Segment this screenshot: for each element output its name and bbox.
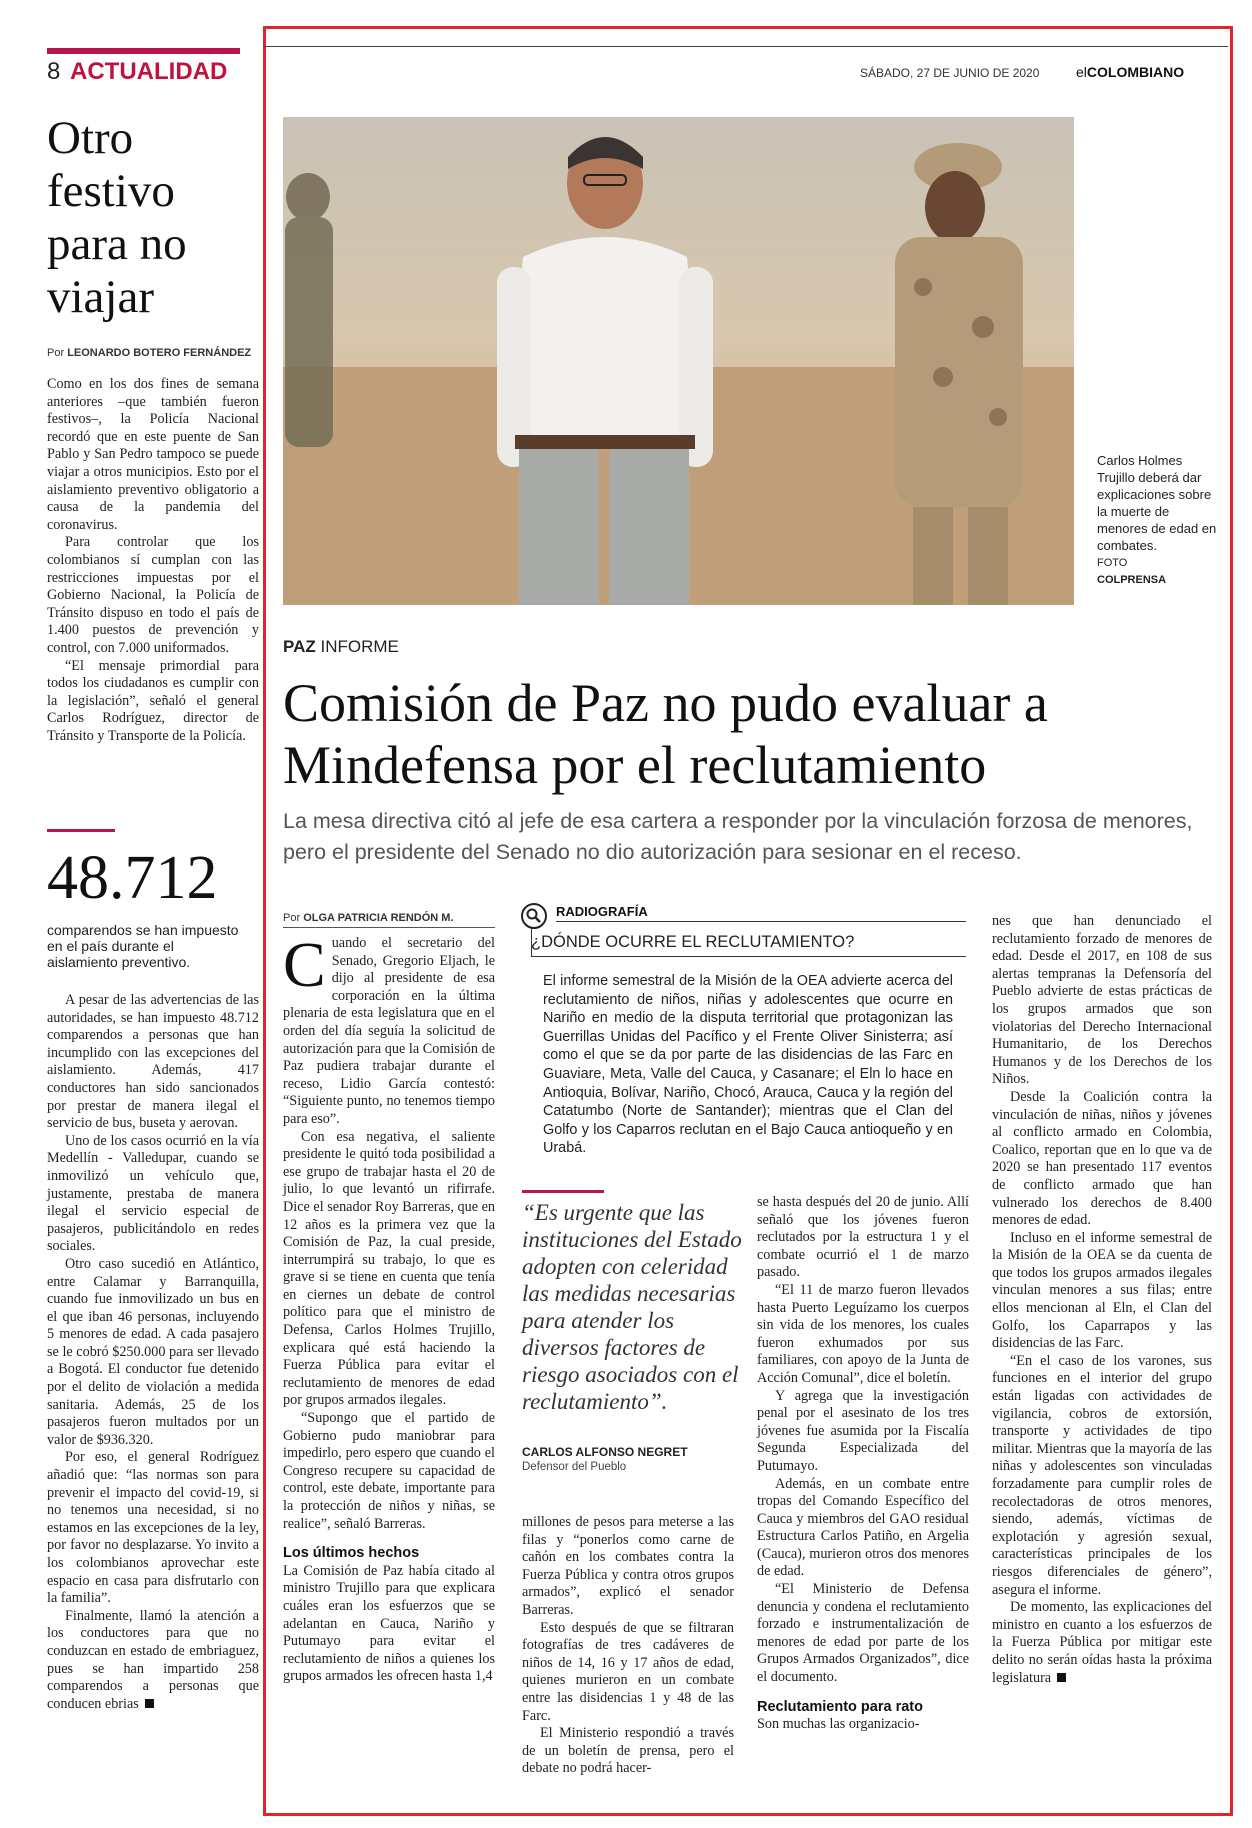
quote-role: Defensor del Pueblo — [522, 1461, 627, 1473]
paragraph: “El Ministerio de Defensa denuncia y condena el reclutamiento forzado e instrumentalización de menores de edad por parte de los Grupos Armados Organizados”, dice el documento. — [757, 1581, 969, 1686]
paragraph: nes que han denunciado el reclutamiento forzado de menores de edad. Desde el 2017, en 108 de sus alertas tempranas la Defensoría del Pueblo advierte de estas prácticas de los grupos armados que son violatorias del Derecho Internacional Humanitario, de los Derechos Humanos y de los Derechos de los Niños. — [992, 913, 1212, 1088]
photo-caption — [1097, 452, 1217, 589]
drop-cap: C — [283, 929, 326, 1000]
paragraph: Son muchas las organizacio- — [757, 1716, 920, 1733]
paragraph: Por eso, el general Rodríguez añadió que: “las normas son para prevenir el impacto del covid-19, si no tenemos una necesidad, si no estamos en las excepciones de la ley, por favor no desplazarse. Yo invito a los colombianos aprovechar este espacio en casa para disfrutarlo con la familia”. — [47, 1449, 259, 1607]
end-mark-icon — [1057, 1673, 1066, 1682]
kicker-type: INFORME — [320, 637, 399, 656]
article-dek: La mesa directiva citó al jefe de esa cartera a responder por la vinculación forzosa de menores, pero el presidente del Senado no dio autorización para sesionar en el receso. — [283, 809, 1193, 864]
paragraph — [47, 1608, 259, 1714]
paragraph: “Supongo que el partido de Gobierno pudo maniobrar para impedirlo, pero espero que cuando el Congreso recupere su capacidad de control, este debate, importante para la protección de niños y niñas, se realice”, señaló Barreras. — [283, 1410, 495, 1532]
magnifier-icon — [521, 903, 547, 929]
article-kicker — [283, 637, 399, 657]
paragraph: “En el caso de los varones, sus funciones en el interior del grupo están ligadas con actividades de vigilancia, cobros de extorsión, transporte y actividades de tipo militar. Mientras que la mayoría de las niñas y adolescentes son vinculadas forzadamente para cumplir roles de recolectadoras de otros menores, siendo, además, víctimas de explotación y agresión sexual, características principales de los riesgos diferenciales de género”, asegura el informe. — [992, 1352, 1212, 1598]
paragraph: Esto después de que se filtraran fotografías de tres cadáveres de niños de 14, 16 y 17 años de edad, quienes murieron en un combate entre las disidencias 1 y 48 de las Farc. — [522, 1619, 734, 1724]
pull-quote: “Es urgente que las instituciones del Estado adopten con celeridad las medidas necesarias para atender los diversos factores de riesgo asociados con el reclutamiento”. — [522, 1200, 742, 1414]
newspaper-logo — [1076, 64, 1184, 80]
byline-author: OLGA PATRICIA RENDÓN M. — [303, 912, 454, 924]
caption-credit: COLPRENSA — [1097, 574, 1167, 586]
byline-prefix: Por — [47, 347, 65, 359]
paragraph: Uno de los casos ocurrió en la vía Medellín - Valledupar, cuando se inmovilizó un vehículo que, justamente, prestaba de manera ilegal el servicio especial de pasajeros, publicitándolo en redes sociales. — [47, 1132, 259, 1255]
sidebar-question: ¿DÓNDE OCURRE EL RECLUTAMIENTO? — [531, 933, 855, 951]
subhead: Reclutamiento para rato — [757, 1698, 923, 1715]
paragraph: Además, en un combate entre tropas del Comando Específico del Cauca y miembros del GAO residual Estructura Carlos Patiño, en Argelia (Cauca), murieron otros dos menores de edad. — [757, 1475, 969, 1580]
paragraph: “El 11 de marzo fueron llevados hasta Puerto Leguízamo los cuerpos sin vida de los menores, los cuales fueron exhumados por sus familiares, con apoyo de la Junta de Acción Comunal”, dice el boletín. — [757, 1281, 969, 1386]
paragraph: Para controlar que los colombianos sí cumplan con las restricciones impuestas por el Gobierno Nacional, la Policía de Tránsito dispuso en todo el país de 1.400 puestos de prevención y control, con 7.000 uniformados. — [47, 534, 259, 656]
paragraph: Otro caso sucedió en Atlántico, entre Calamar y Barranquilla, cuando fue inmovilizado un bus en el que iban 46 personas, incluyendo 5 menores de edad. A cada pasajero se le cobró $250.000 para ser llevado a Bogotá. El conductor fue detenido por el delito de violación a medida sanitaria. Además, 25 de los pasajeros fueron multados por un valor de $936.320. — [47, 1255, 259, 1448]
kicker-topic: PAZ — [283, 637, 316, 656]
highlight-caption: comparendos se han impuesto en el país durante el aislamiento preventivo. — [47, 922, 239, 970]
main-column-1 — [283, 929, 495, 1686]
highlight-number: 48.712 — [47, 844, 218, 912]
paragraph: El Ministerio respondió a través de un boletín de prensa, pero el debate no podrá hacer- — [522, 1725, 734, 1777]
section-accent-bar — [47, 48, 240, 54]
final-paragraph-text: De momento, las explicaciones del ministro en cuanto a los esfuerzos de la Fuerza Pública por mitigar este delito no serán oídas hasta la próxima legislatura — [992, 1599, 1212, 1686]
sidebar-title: RADIOGRAFÍA — [556, 904, 648, 919]
left-article-byline — [47, 347, 251, 359]
paragraph — [992, 1599, 1212, 1687]
paragraph: se hasta después del 20 de junio. Allí señaló que los jóvenes fueron reclutados por la estructura 1 y el combate ocurrió el 1 de marzo pasado. — [757, 1194, 969, 1281]
subhead: Los últimos hechos — [283, 1545, 420, 1562]
byline-author: LEONARDO BOTERO FERNÁNDEZ — [67, 347, 252, 359]
quote-rule — [522, 1190, 604, 1193]
paragraph: Incluso en el informe semestral de la Misión de la OEA se da cuenta de que todos los grupos armados ilegales vinculan menores a sus filas; entre ellos mencionan al Eln, el Clan del Golfo, los Caparrapos y las disidencias de las Farc. — [992, 1229, 1212, 1352]
photo-illustration — [283, 117, 1074, 605]
lead-paragraph — [283, 929, 495, 1129]
caption-text: Carlos Holmes Trujillo deberá dar explicaciones sobre la muerte de menores de edad en combates. — [1097, 453, 1217, 553]
section-name: ACTUALIDAD — [70, 58, 228, 85]
caption-credit-label: FOTO — [1097, 557, 1128, 569]
article-headline: Comisión de Paz no pudo evaluar a Mindefensa por el reclutamiento — [283, 673, 1048, 795]
paragraph: La Comisión de Paz había citado al ministro Trujillo para que explicara cuáles eran los esfuerzos que se adelantan en Cauca, Nariño y Putumayo para evitar el reclutamiento de niños a quienes los grupos armados les ofrecen hasta 1,4 — [283, 1562, 495, 1685]
paragraph: Y agrega que la investigación penal por el asesinato de los tres jóvenes fue asumida por la Fiscalía Segunda Especializada del Putumayo. — [757, 1387, 969, 1474]
end-mark-icon — [145, 1699, 154, 1708]
logo-main: COLOMBIANO — [1086, 64, 1185, 80]
paragraph: “El mensaje primordial para todos los ciudadanos es cumplir con la legislación”, señaló el general Carlos Rodríguez, director de Tránsito y Transporte de la Policía. — [47, 657, 259, 744]
left-article-title: Otro festivo para no viajar — [47, 112, 187, 323]
paragraph: Como en los dos fines de semana anteriores –que también fueron festivos–, la Policía Nacional recordó que en este puente de San Pablo y San Pedro tampoco se puede viajar a otros municipios. Esto por el aislamiento preventivo obligatorio a causa de la pandemia del coronavirus. — [47, 376, 259, 533]
main-column-2 — [522, 1514, 734, 1778]
byline-rule — [283, 927, 495, 928]
logo-prefix: el — [1076, 64, 1087, 80]
article-photo — [283, 117, 1074, 605]
main-column-3 — [757, 1194, 969, 1734]
highlight-rule — [47, 829, 115, 832]
lead-text: uando el secretario del Senado, Gregorio Eljach, le dijo al presidente de esa corporación en la última plenaria de esta legislatura que en el orden del día seguía la solicitud de autorización para que la Comisión de Paz pudiera trabajar durante el receso, Lidio García contestó: “Siguiente punto, no tenemos tiempo para eso”. — [283, 935, 495, 1127]
issue-date: SÁBADO, 27 DE JUNIO DE 2020 — [860, 66, 1040, 80]
sidebar-rule-bottom — [531, 956, 966, 957]
paragraph: A pesar de las advertencias de las autoridades, se han impuesto 48.712 comparendos a personas que han incumplido con las excepciones del aislamiento. Además, 417 conductores han sido sancionados por prestar de manera ilegal el servicio de bus, buseta y aerovan. — [47, 992, 259, 1132]
main-article-byline — [283, 912, 454, 924]
left-article-body-bottom — [47, 992, 259, 1713]
sidebar-body: El informe semestral de la Misión de la OEA advierte acerca del reclutamiento de niños, niñas y adolescentes que ocurre en Nariño en medio de la disputa territorial que protagonizan las Guerrillas Unidas del Pacífico y el Frente Oliver Sinisterra; así como el que se da por parte de las disidencias de las Farc en Guaviare, Meta, Valle del Cauca, y Casanare; el Eln lo hace en Antioquia, Bolívar, Nariño, Chocó, Arauca, Cauca y la región del Catatumbo (Norte de Santander); mientras que el Clan del Golfo y los Caparros reclutan en el Bajo Cauca antioqueño y en Urabá. — [543, 973, 953, 1157]
final-paragraph-text: Finalmente, llamó la atención a los conductores para que no conduzcan en estado de embriaguez, pues se han impartido 258 comparendos a personas que conducen ebrias — [47, 1607, 259, 1712]
left-article-body-top — [47, 376, 259, 745]
paragraph: Con esa negativa, el saliente presidente le quitó toda posibilidad a ese grupo de trabajar hasta el 20 de julio, lo que levantó un rifirrafe. Dice el senador Roy Barreras, que en 12 años es la primera vez que la Comisión de Paz, la cual preside, interrumpirá su trabajo, lo que es grave si se tiene en cuenta que tenía en ciernes un debate de control político para que el ministro de Defensa, Carlos Holmes Trujillo, explicara qué está haciendo la Fuerza Pública para evitar el reclutamiento de menores de edad por grupos armados ilegales. — [283, 1128, 495, 1409]
page-number: 8 — [47, 58, 61, 85]
sidebar-rule — [556, 921, 966, 922]
quote-author: CARLOS ALFONSO NEGRET — [522, 1445, 688, 1459]
top-rule — [263, 46, 1228, 47]
paragraph: Desde la Coalición contra la vinculación de niñas, niños y jóvenes al conflicto armado en Colombia, Coalico, reportan que en lo que va de 2020 se han presentado 117 eventos de conflicto armado que han vulnerado los derechos de 8.400 menores de edad. — [992, 1088, 1212, 1229]
paragraph: millones de pesos para meterse a las filas y “ponerlos como carne de cañón en los combates contra la Fuerza Pública y contra otros grupos armados”, explicó el senador Barreras. — [522, 1514, 734, 1618]
main-column-4 — [992, 913, 1212, 1687]
byline-prefix: Por — [283, 912, 301, 924]
